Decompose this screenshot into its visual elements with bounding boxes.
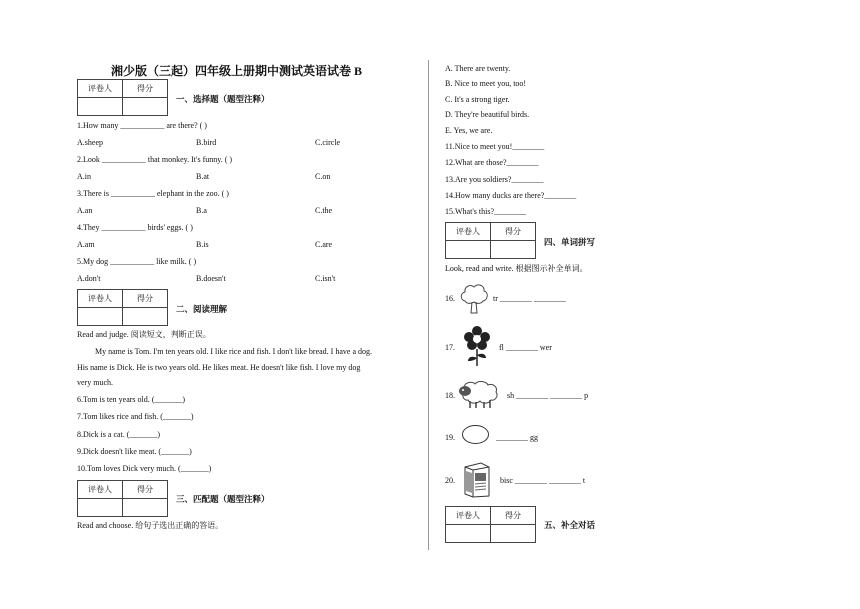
match-item: 15.What's this?________	[445, 207, 526, 216]
question-stem: 2.Look ___________ that monkey. It's funny. ( )	[77, 155, 233, 164]
score-box-5	[445, 506, 536, 543]
match-option: B. Nice to meet you, too!	[445, 79, 527, 88]
passage-line: very much.	[77, 378, 113, 387]
biscuit-box-icon	[462, 461, 492, 498]
flower-icon	[460, 325, 494, 367]
column-divider	[428, 60, 429, 550]
option-b: B.doesn't	[196, 274, 226, 283]
match-option: E. Yes, we are.	[445, 126, 493, 135]
spelling-word: sh ________ ________ p	[507, 391, 589, 400]
score-label: 得分	[491, 507, 536, 525]
judge-item: 8.Dick is a cat. (_______)	[77, 430, 161, 439]
matching-instruction: Read and choose. 给句子选出正确的答语。	[77, 521, 224, 530]
match-option: C. It's a strong tiger.	[445, 95, 510, 104]
grader-cell[interactable]	[78, 499, 123, 517]
section-title-4: 四、单词拼写	[544, 238, 596, 248]
score-box-3	[77, 480, 168, 517]
score-cell[interactable]	[123, 308, 168, 326]
option-a: A.am	[77, 240, 95, 249]
option-c: C.isn't	[315, 274, 336, 283]
grader-cell[interactable]	[78, 98, 123, 116]
score-box-2	[77, 289, 168, 326]
sheep-icon	[456, 378, 502, 410]
judge-item: 9.Dick doesn't like meat. (_______)	[77, 447, 192, 456]
spelling-number: 18.	[445, 391, 455, 400]
judge-item: 10.Tom loves Dick very much. (_______)	[77, 464, 212, 473]
option-c: C.circle	[315, 138, 341, 147]
option-a: A.don't	[77, 274, 101, 283]
option-c: C.are	[315, 240, 333, 249]
grader-label: 评卷人	[446, 507, 491, 525]
reading-instruction: Read and judge. 阅读短文，判断正误。	[77, 330, 211, 339]
option-b: B.is	[196, 240, 209, 249]
grader-cell[interactable]	[446, 241, 491, 259]
tree-icon	[459, 281, 489, 315]
match-option: A. There are twenty.	[445, 64, 511, 73]
option-b: B.a	[196, 206, 207, 215]
spelling-word: tr ________ ________	[493, 294, 566, 303]
grader-label: 评卷人	[78, 481, 123, 499]
grader-cell[interactable]	[78, 308, 123, 326]
section-title-3: 三、匹配题（题型注释）	[176, 495, 270, 505]
question-stem: 1.How many ___________ are there? ( )	[77, 121, 207, 130]
option-b: B.bird	[196, 138, 217, 147]
score-label: 得分	[123, 80, 168, 98]
passage-line: His name is Dick. He is two years old. He likes meat. He doesn't like fish. I love my dog	[77, 363, 361, 372]
grader-label: 评卷人	[78, 80, 123, 98]
grader-label: 评卷人	[78, 290, 123, 308]
spelling-instruction: Look, read and write. 根据图示补全单词。	[445, 264, 588, 273]
score-label: 得分	[491, 223, 536, 241]
spelling-number: 16.	[445, 294, 455, 303]
option-c: C.the	[315, 206, 333, 215]
question-stem: 3.There is ___________ elephant in the zoo. ( )	[77, 189, 229, 198]
option-a: A.an	[77, 206, 93, 215]
question-stem: 5.My dog ___________ like milk. ( )	[77, 257, 197, 266]
option-b: B.at	[196, 172, 210, 181]
section-title-5: 五、补全对话	[544, 521, 596, 531]
score-label: 得分	[123, 290, 168, 308]
score-cell[interactable]	[123, 98, 168, 116]
passage-line: My name is Tom. I'm ten years old. I like rice and fish. I don't like bread. I have a dog.	[95, 347, 372, 356]
score-cell[interactable]	[491, 525, 536, 543]
spelling-number: 19.	[445, 433, 455, 442]
page-title: 湘少版（三起）四年级上册期中测试英语试卷 B	[111, 64, 363, 78]
section-title-1: 一、选择题（题型注释）	[176, 95, 270, 105]
score-cell[interactable]	[491, 241, 536, 259]
option-a: A.in	[77, 172, 91, 181]
match-item: 13.Are you soldiers?________	[445, 175, 544, 184]
match-item: 12.What are those?________	[445, 158, 539, 167]
spelling-number: 20.	[445, 476, 455, 485]
egg-icon	[461, 424, 490, 445]
spelling-word: bisc ________ ________ t	[500, 476, 586, 485]
option-c: C.on	[315, 172, 331, 181]
grader-label: 评卷人	[446, 223, 491, 241]
score-box-1	[77, 79, 168, 116]
score-box-4	[445, 222, 536, 259]
judge-item: 6.Tom is ten years old. (_______)	[77, 395, 186, 404]
spelling-number: 17.	[445, 343, 455, 352]
match-option: D. They're beautiful birds.	[445, 110, 530, 119]
match-item: 11.Nice to meet you!________	[445, 142, 545, 151]
match-item: 14.How many ducks are there?________	[445, 191, 577, 200]
spelling-word: fl ________ wer	[499, 343, 552, 352]
score-label: 得分	[123, 481, 168, 499]
option-a: A.sheep	[77, 138, 103, 147]
grader-cell[interactable]	[446, 525, 491, 543]
spelling-word: ________ gg	[496, 433, 538, 442]
score-cell[interactable]	[123, 499, 168, 517]
question-stem: 4.They ___________ birds' eggs. ( )	[77, 223, 193, 232]
judge-item: 7.Tom likes rice and fish. (_______)	[77, 412, 194, 421]
section-title-2: 二、阅读理解	[176, 305, 228, 315]
